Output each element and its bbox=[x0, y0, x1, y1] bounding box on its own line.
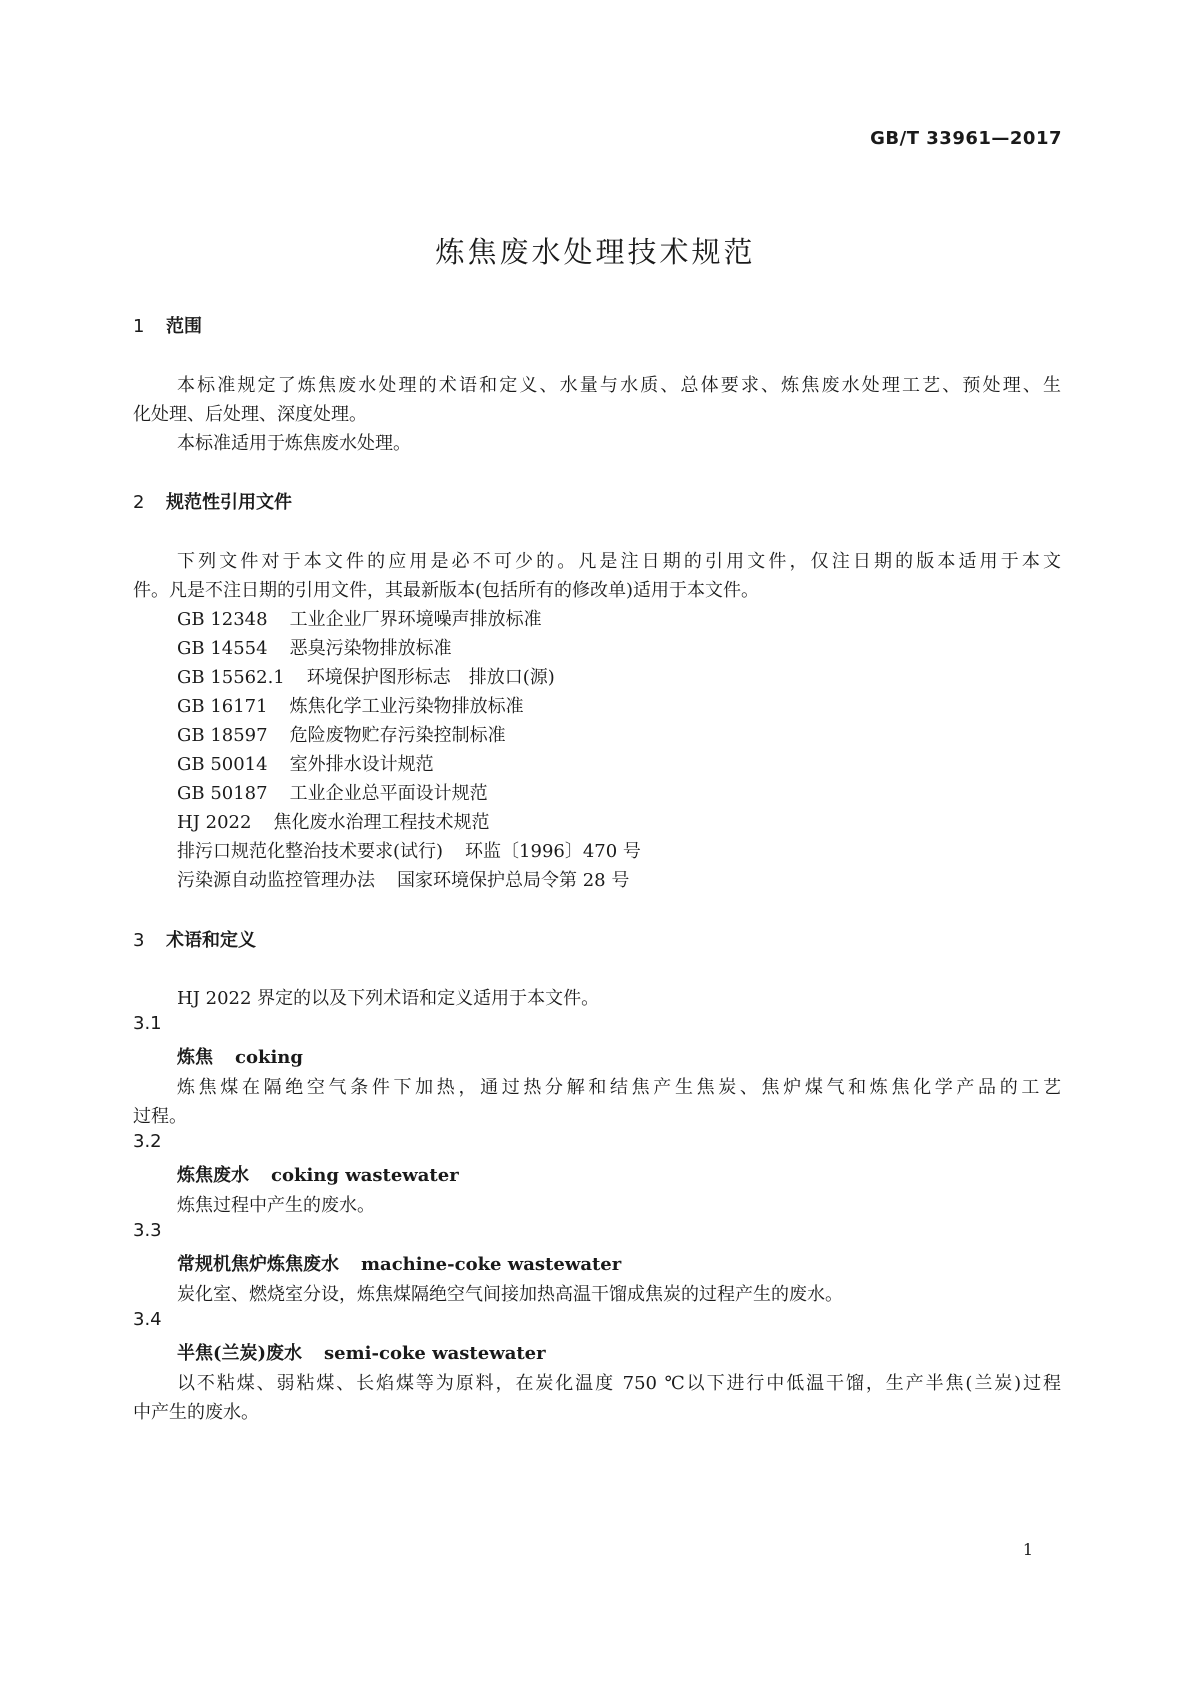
reference-code: 排污口规范化整治技术要求(试行) bbox=[177, 841, 444, 862]
reference-item bbox=[177, 837, 641, 863]
reference-title: 危险废物贮存污染控制标准 bbox=[289, 725, 506, 746]
reference-item bbox=[177, 750, 434, 776]
reference-title: 工业企业总平面设计规范 bbox=[289, 783, 488, 804]
term-definition-line: 炭化室、燃烧室分设，炼焦煤隔绝空气间接加热高温干馏成焦炭的过程产生的废水。 bbox=[177, 1284, 843, 1305]
reference-item bbox=[177, 808, 489, 834]
reference-item bbox=[177, 692, 524, 718]
reference-title: 国家环境保护总局令第 28 号 bbox=[397, 870, 630, 891]
reference-title: 工业企业厂界环境噪声排放标准 bbox=[289, 609, 542, 630]
term-chinese: 常规机焦炉炼焦废水 bbox=[177, 1254, 339, 1275]
reference-item bbox=[177, 779, 488, 805]
term-english: coking wastewater bbox=[271, 1165, 459, 1186]
page-number: 1 bbox=[1022, 1540, 1033, 1559]
reference-code: GB 16171 bbox=[177, 696, 268, 717]
reference-code: GB 15562.1 bbox=[177, 667, 285, 688]
term-definition-line: 以不粘煤、弱粘煤、长焰煤等为原料，在炭化温度 750 ℃以下进行中低温干馏，生产半焦(兰炭)过程 bbox=[177, 1373, 1061, 1394]
reference-code: HJ 2022 bbox=[177, 812, 252, 833]
reference-title: 室外排水设计规范 bbox=[289, 754, 434, 775]
term-chinese: 炼焦废水 bbox=[177, 1165, 249, 1186]
paragraph-line: 化处理、后处理、深度处理。 bbox=[133, 404, 367, 425]
term-definition-line: 炼焦煤在隔绝空气条件下加热，通过热分解和结焦产生焦炭、焦炉煤气和炼焦化学产品的工艺 bbox=[177, 1077, 1061, 1098]
document-title: 炼焦废水处理技术规范 bbox=[435, 235, 756, 269]
section-title: 范围 bbox=[166, 316, 202, 337]
term-chinese: 半焦(兰炭)废水 bbox=[177, 1343, 303, 1364]
term-name bbox=[177, 1043, 303, 1069]
term-english: semi-coke wastewater bbox=[324, 1343, 546, 1364]
reference-code: GB 12348 bbox=[177, 609, 268, 630]
term-chinese: 炼焦 bbox=[177, 1047, 213, 1068]
reference-item bbox=[177, 605, 542, 631]
section-3-heading bbox=[133, 926, 256, 952]
term-number: 3.1 bbox=[133, 1013, 162, 1034]
section-title: 术语和定义 bbox=[166, 930, 256, 951]
reference-item bbox=[177, 721, 506, 747]
paragraph: 本标准适用于炼焦废水处理。 bbox=[177, 433, 411, 454]
term-definition-line: 中产生的废水。 bbox=[133, 1402, 259, 1423]
reference-title: 焦化废水治理工程技术规范 bbox=[273, 812, 490, 833]
standard-number: GB/T 33961—2017 bbox=[870, 128, 1062, 149]
term-number: 3.2 bbox=[133, 1131, 162, 1152]
term-english: coking bbox=[235, 1047, 303, 1068]
term-english: machine-coke wastewater bbox=[361, 1254, 622, 1275]
section-1-heading bbox=[133, 312, 202, 338]
section-2-heading bbox=[133, 488, 292, 514]
term-name bbox=[177, 1339, 546, 1365]
section-number: 3 bbox=[133, 930, 145, 951]
reference-item bbox=[177, 866, 629, 892]
term-definition-line: 炼焦过程中产生的废水。 bbox=[177, 1195, 375, 1216]
paragraph: HJ 2022 界定的以及下列术语和定义适用于本文件。 bbox=[177, 988, 600, 1009]
section-number: 2 bbox=[133, 492, 145, 513]
reference-code: GB 14554 bbox=[177, 638, 268, 659]
term-name bbox=[177, 1250, 621, 1276]
reference-title: 环境保护图形标志 排放口(源) bbox=[306, 667, 555, 688]
term-name bbox=[177, 1161, 459, 1187]
reference-title: 炼焦化学工业污染物排放标准 bbox=[289, 696, 524, 717]
term-number: 3.3 bbox=[133, 1220, 162, 1241]
paragraph-line: 本标准规定了炼焦废水处理的术语和定义、水量与水质、总体要求、炼焦废水处理工艺、预处理、生 bbox=[177, 375, 1061, 396]
reference-code: GB 18597 bbox=[177, 725, 268, 746]
reference-code: GB 50187 bbox=[177, 783, 268, 804]
reference-code: 污染源自动监控管理办法 bbox=[177, 870, 375, 891]
term-definition-line: 过程。 bbox=[133, 1106, 187, 1127]
reference-item bbox=[177, 663, 555, 689]
reference-code: GB 50014 bbox=[177, 754, 268, 775]
reference-item bbox=[177, 634, 452, 660]
term-number: 3.4 bbox=[133, 1309, 162, 1330]
reference-title: 恶臭污染物排放标准 bbox=[289, 638, 452, 659]
section-number: 1 bbox=[133, 316, 145, 337]
paragraph-line: 下列文件对于本文件的应用是必不可少的。凡是注日期的引用文件，仅注日期的版本适用于本文 bbox=[177, 551, 1061, 572]
paragraph-line: 件。凡是不注日期的引用文件，其最新版本(包括所有的修改单)适用于本文件。 bbox=[133, 580, 760, 601]
section-title: 规范性引用文件 bbox=[166, 492, 292, 513]
reference-title: 环监〔1996〕470 号 bbox=[465, 841, 641, 862]
